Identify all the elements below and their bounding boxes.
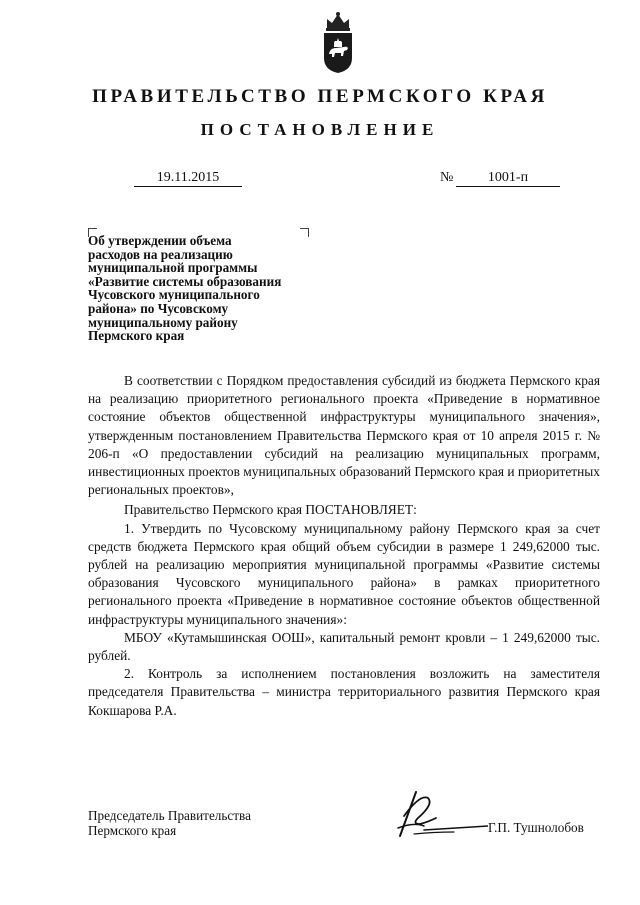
item-2-paragraph: 2. Контроль за исполнением постановления возложить на заместителя председателя Правительства – министра территориального развития Пермского края Кокшарова Р.А.: [88, 666, 600, 718]
document-type: ПОСТАНОВЛЕНИЕ: [200, 120, 440, 139]
subject-line: Пермского края: [88, 328, 185, 344]
chairman-title: [88, 808, 251, 838]
item-1-detail-paragraph: МБОУ «Кутамышинская ООШ», капитальный ремонт кровли – 1 249,62000 тыс. рублей.: [88, 629, 600, 664]
item-1-paragraph: 1. Утвердить по Чусовскому муниципальному району Пермского края за счет средств бюджета Пермского края общий объем субсидии в размере 1 249,62000 тыс. рублей на реализацию мероприятия муниципальной программы «Развитие системы образования Чусовского муниципального района» в рамках приоритетного регионального проекта «Приведение в нормативное состояние объектов общественной инфраструктуры муниципального значения»:: [88, 520, 600, 627]
coat-of-arms-icon: [318, 10, 358, 74]
document-date: 19.11.2015: [134, 170, 242, 187]
preamble-paragraph: В соответствии с Порядком предоставления субсидий из бюджета Пермского края на реализацию приоритетного регионального проекта «Приведение в нормативное состояние объектов общественной инфраструктуры муниципального значения», утвержденным постановлением Правительства Пермского края от 10 апреля 2015 г. № 206-п «О предоставлении субсидий на реализацию муниципальных программ, инвестиционных проектов муниципальных образований Пермского края и приоритетных региональных проектов»,: [88, 373, 600, 498]
subject-line: расходов на реализацию: [88, 246, 233, 262]
subject-line: района» по Чусовскому: [88, 300, 229, 316]
signer-name: Г.П. Тушнолобов: [488, 820, 584, 835]
subject-line: Чусовского муниципального: [88, 287, 260, 303]
chairman-title-line: Пермского края: [88, 823, 177, 838]
signature-icon: [394, 788, 488, 840]
chairman-title-line: Председатель Правительства: [88, 808, 251, 823]
subject-line: «Развитие системы образования: [88, 273, 282, 289]
document-body: [88, 372, 600, 720]
number-sign: №: [440, 170, 454, 185]
document-subject: [88, 234, 338, 343]
subject-line: Об утверждении объема: [88, 233, 232, 248]
document-number: 1001-п: [456, 170, 560, 187]
subject-line: муниципальной программы: [88, 260, 258, 276]
subject-line: муниципальному району: [88, 314, 238, 330]
resolves-paragraph: Правительство Пермского края ПОСТАНОВЛЯЕТ:: [124, 502, 417, 518]
government-title: ПРАВИТЕЛЬСТВО ПЕРМСКОГО КРАЯ: [92, 86, 548, 107]
